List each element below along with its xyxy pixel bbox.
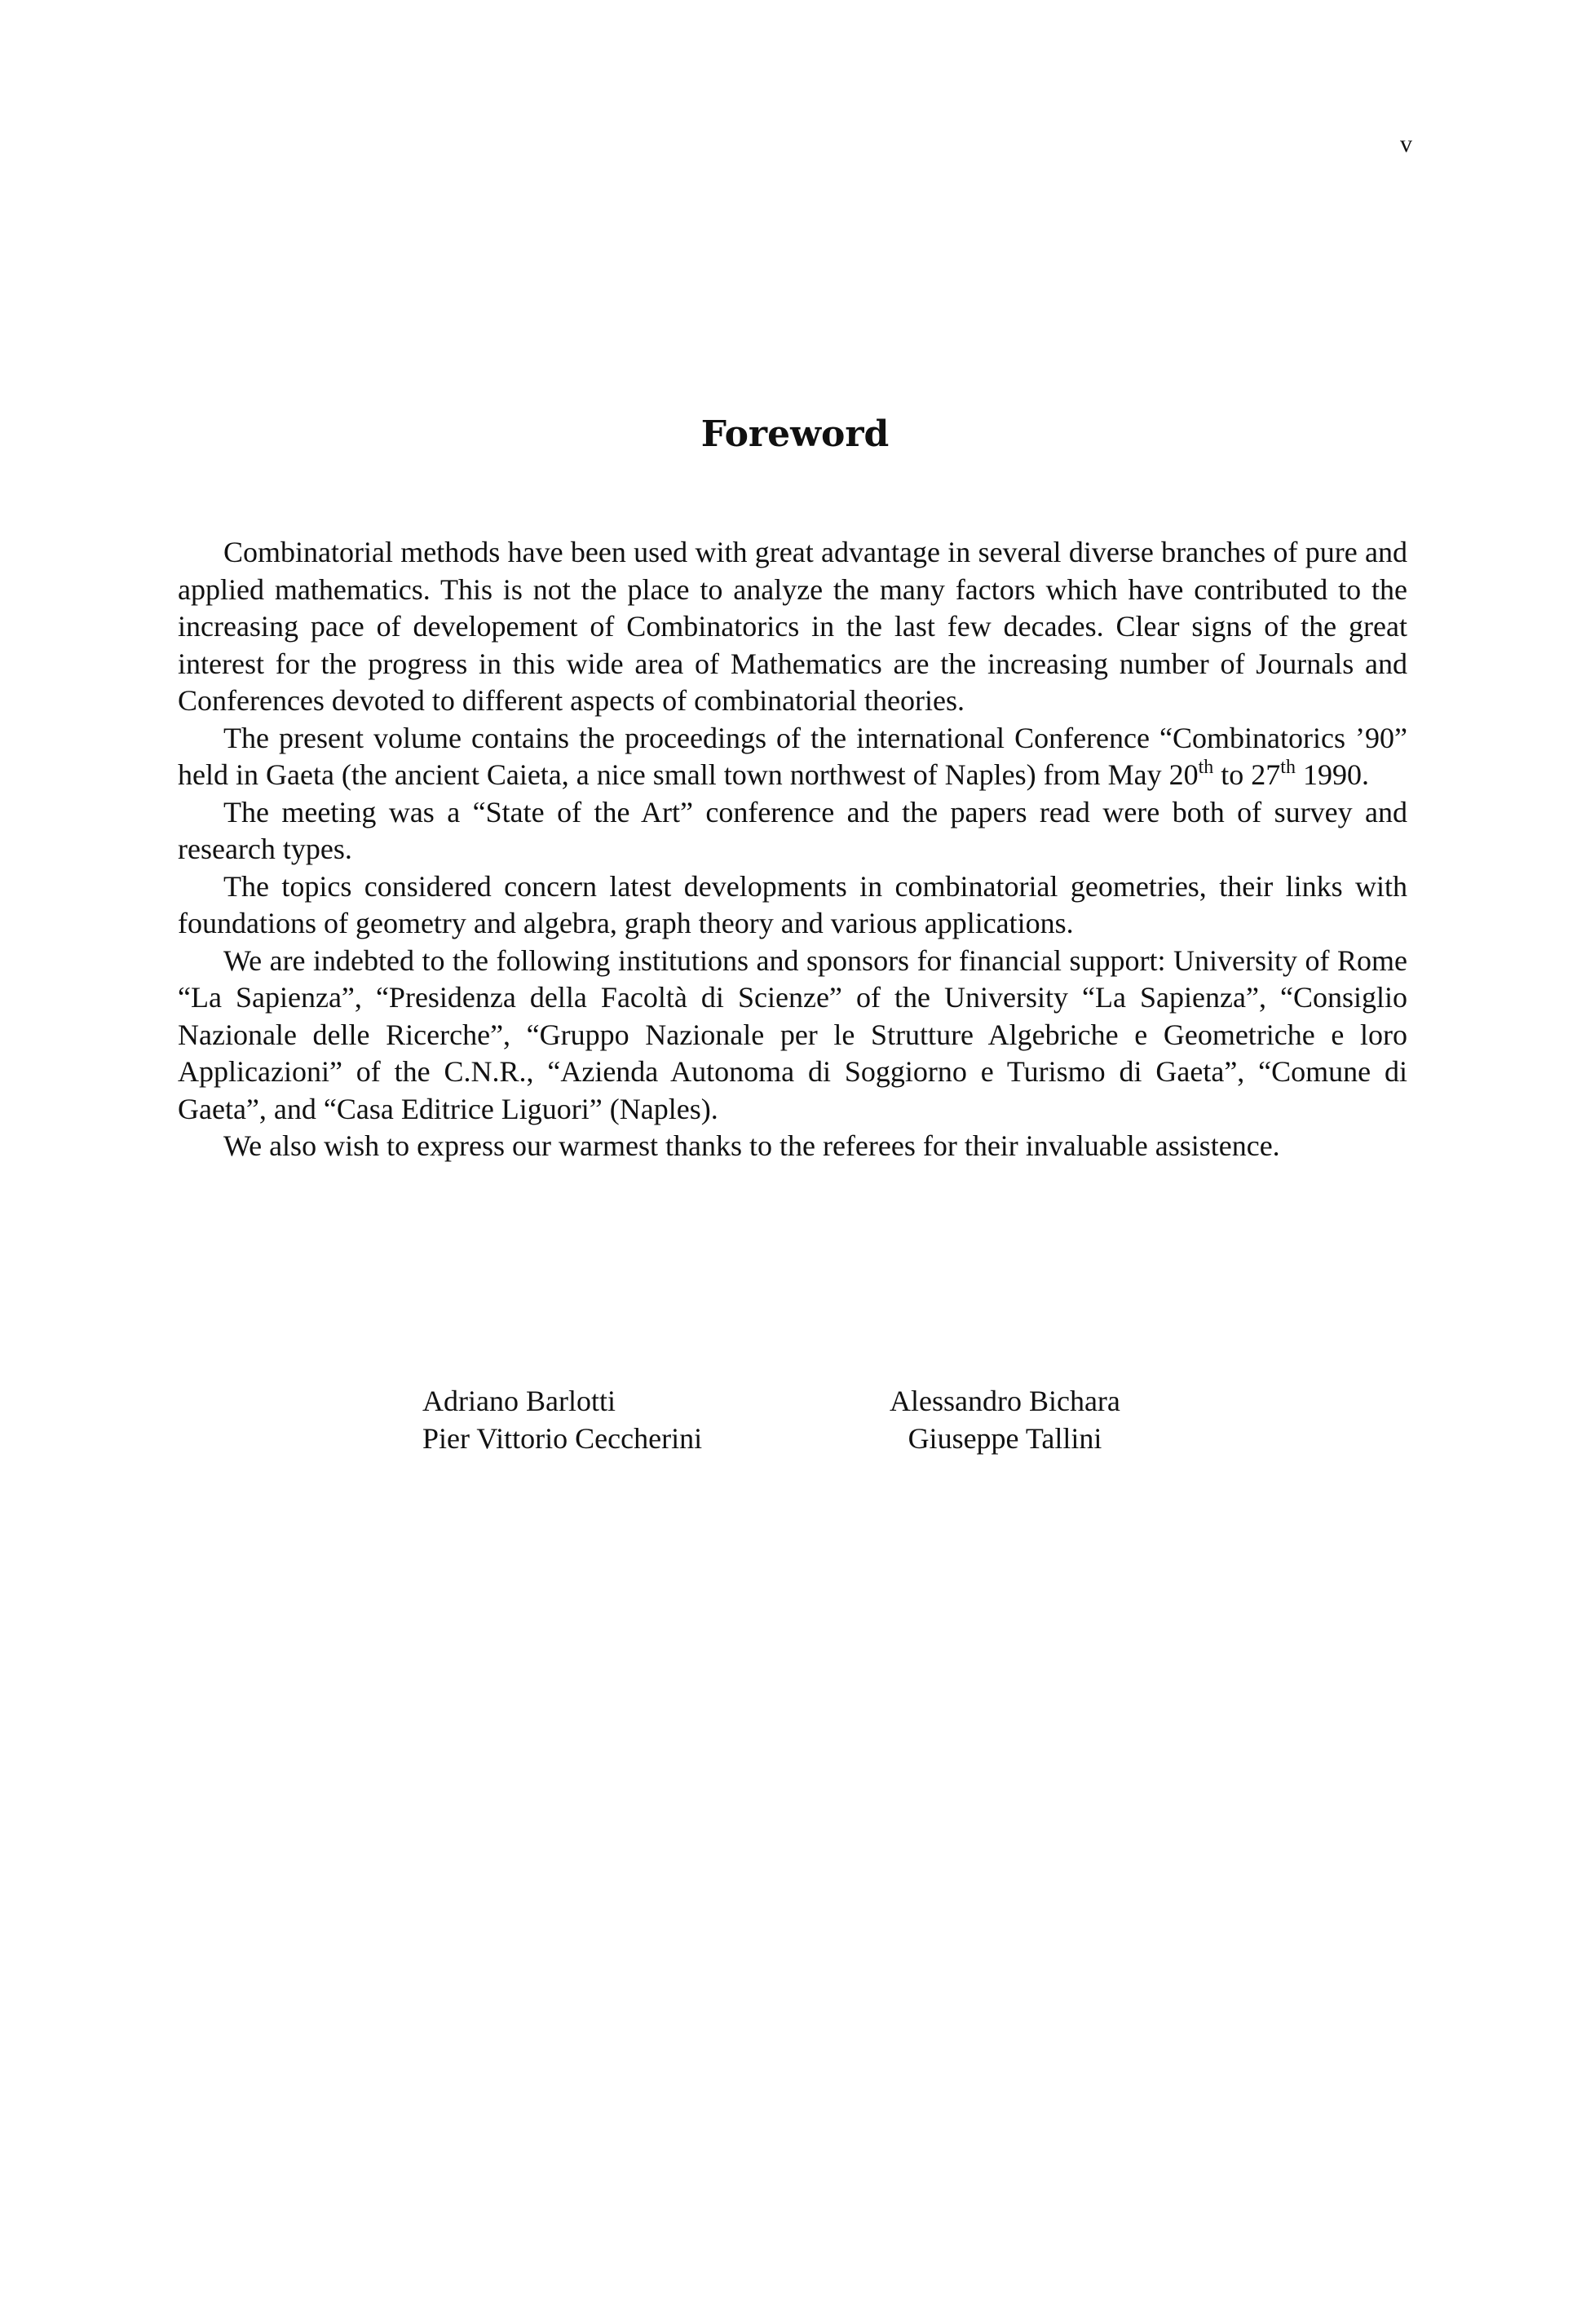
signatures-right-column [890, 1382, 1120, 1457]
paragraph-2 [178, 720, 1407, 794]
signature-name: Alessandro Bichara [890, 1385, 1120, 1417]
date-superscript-1: th [1198, 757, 1214, 778]
signature-name: Giuseppe Tallini [908, 1422, 1102, 1455]
page-title: Foreword [700, 413, 890, 456]
paragraph-6: We also wish to express our warmest thanks to the referees for their invaluable assistence. [223, 1129, 1280, 1162]
paragraph-4: The topics considered concern latest developments in combinatorial geometries, their links with foundations of geometry and algebra, graph theory and various applications. [178, 869, 1407, 939]
signature-name: Adriano Barlotti [422, 1385, 616, 1417]
signatures-left-column [422, 1382, 702, 1457]
date-superscript-2: th [1280, 757, 1296, 778]
paragraph-2-middle: to 27 [1213, 758, 1281, 791]
paragraph-2-after: 1990. [1295, 758, 1369, 791]
foreword-body [178, 534, 1407, 1165]
page-number: v [1400, 130, 1412, 157]
signature-name: Pier Vittorio Ceccherini [422, 1422, 703, 1455]
paragraph-1: Combinatorial methods have been used with great advantage in several diverse branches of pure and applied mathematics. This is not the place to analyze the many factors which have contributed to the increasing pace of developement of Combinatorics in the last few decades. Clear signs of the great interest for the progress in this wide area of Mathematics are the increasing number of Journals and Conferences devoted to different aspects of combinatorial theories. [178, 536, 1407, 717]
paragraph-3: The meeting was a “State of the Art” conference and the papers read were both of survey and research types. [178, 795, 1407, 865]
paragraph-2-before: The present volume contains the proceedings of the international Conference “Combinatorics ’90” held in Gaeta (the ancient Caieta, a nice small town northwest of Naples) from May 20 [178, 721, 1407, 791]
paragraph-5: We are indebted to the following institutions and sponsors for financial support: University of Rome “La Sapienza”, “Presidenza della Facoltà di Scienze” of the University “La Sapienza”, “Consiglio Nazionale delle Ricerche”, “Gruppo Nazionale per le Strutture Algebriche e Geometriche e loro Applicazioni” of the C.N.R., “Azienda Autonoma di Soggiorno e Turismo di Gaeta”, “Comune di Gaeta”, and “Casa Editrice Liguori” (Naples). [178, 943, 1407, 1125]
